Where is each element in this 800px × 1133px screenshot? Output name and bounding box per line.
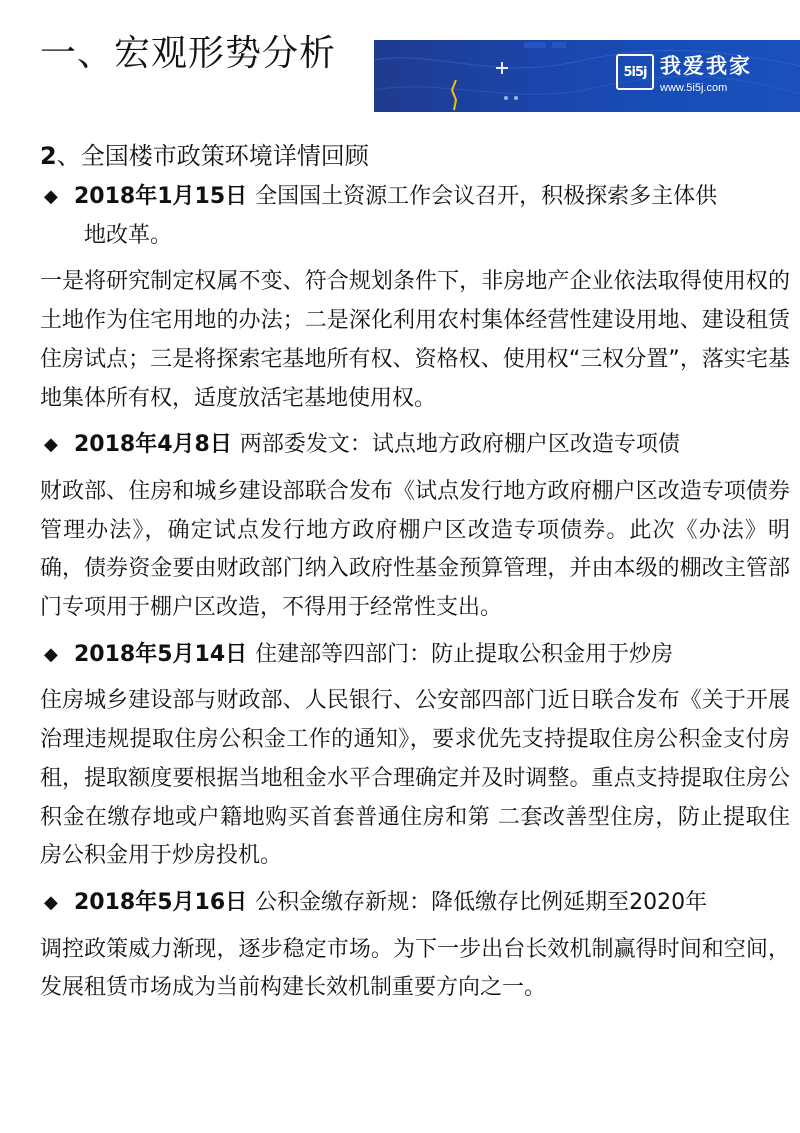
brand-name: 我爱我家 [660, 54, 752, 78]
diamond-bullet-icon: ◆ [44, 891, 58, 913]
brand-banner [374, 40, 800, 112]
policy-date: 2018年5月14日 [74, 641, 248, 667]
policy-body: 财政部、住房和城乡建设部联合发布《试点发行地方政府棚户区改造专项债券管理办法》，确定试点发行地方政府棚户区改造专项债券。此次《办法》明确，债券资金要由财政部门纳入政府性基金预算管理，并由本级的棚改主管部门专项用于棚户区改造，不得用于经常性支出。 [40, 478, 790, 621]
policy-item-headline [40, 636, 790, 675]
policy-headline-cont: 地改革。 [84, 222, 173, 248]
diamond-bullet-icon: ◆ [44, 434, 58, 456]
subtitle-number: 2 [40, 142, 57, 170]
brand-logo: 5i5j [616, 54, 654, 90]
policy-headline: 两部委发文：试点地方政府棚户区改造专项债 [239, 432, 680, 458]
page-title: 一、宏观形势分析 [40, 33, 337, 74]
policy-item-headline [40, 178, 790, 255]
policy-item-headline [40, 884, 790, 923]
section-subtitle [40, 144, 369, 168]
policy-body: 调控政策威力渐现，逐步稳定市场。为下一步出台长效机制赢得时间和空间，发展租赁市场成为当前构建长效机制重要方向之一。 [40, 936, 790, 1001]
diamond-bullet-icon: ◆ [44, 643, 58, 665]
policy-headline: 公积金缴存新规：降低缴存比例延期至2020年 [255, 889, 708, 915]
policy-headline: 住建部等四部门：防止提取公积金用于炒房 [255, 641, 674, 667]
policy-headline: 全国国土资源工作会议召开，积极探索多主体供 [255, 184, 718, 209]
diamond-bullet-icon: ◆ [44, 186, 58, 207]
subtitle-text: 、全国楼市政策环境详情回顾 [56, 142, 369, 170]
policy-body: 一是将研究制定权属不变、符合规划条件下，非房地产企业依法取得使用权的土地作为住宅用地的办法；二是深化利用农村集体经营性建设用地、建设租赁住房试点；三是将探索宅基地所有权、资格权、使用权“三权分置”，落实宅基地集体所有权，适度放活宅基地使用权。 [40, 269, 790, 411]
policy-item-headline [40, 426, 790, 465]
brand-url: www.5i5j.com [660, 82, 728, 94]
policy-date: 2018年1月15日 [74, 184, 248, 209]
policy-review-content [40, 178, 790, 1016]
policy-date: 2018年5月16日 [74, 889, 248, 915]
policy-body: 住房城乡建设部与财政部、人民银行、公安部四部门近日联合发布《关于开展治理违规提取住房公积金工作的通知》，要求优先支持提取住房公积金支付房租，提取额度要根据当地租金水平合理确定并及时调整。重点支持提取住房公积金在缴存地或户籍地购买首套普通住房和第 二套改善型住房，防止提取住房公积金用于炒房投机。 [40, 688, 790, 869]
policy-date: 2018年4月8日 [74, 432, 232, 458]
